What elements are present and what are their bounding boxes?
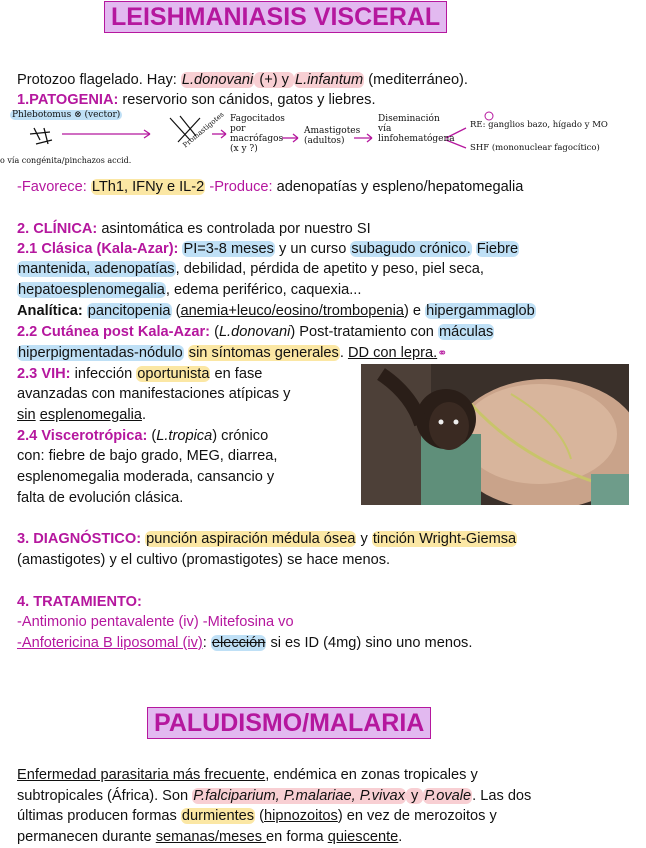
patient-photo <box>361 364 629 505</box>
clinica-heading: 2. CLÍNICA: <box>17 221 98 237</box>
tratamiento-line-1: -Antimonio pentavalente (iv) -Mitefosina vo <box>17 614 294 630</box>
viscero-line-3: esplenomegalia moderada, cansancio y <box>17 469 275 485</box>
diagram-shf: SHF (mononuclear fagocítico) <box>470 143 600 153</box>
leish-title: LEISHMANIASIS VISCERAL <box>104 1 447 33</box>
malaria-title: PALUDISMO/MALARIA <box>147 707 431 739</box>
tratamiento-heading: 4. TRATAMIENTO: <box>17 594 142 610</box>
diagram-congenita-label: o vía congénita/pinchazos accid. <box>0 156 132 165</box>
favorece-line: -Favorece: LTh1, IFNy e IL-2 -Produce: adenopatías y espleno/hepatomegalia <box>17 179 524 195</box>
viscero-line-4: falta de evolución clásica. <box>17 490 184 506</box>
clinica-line: 2. CLÍNICA: asintomática es controlada por nuestro SI <box>17 221 371 237</box>
malaria-line-1: Enfermedad parasitaria más frecuente, endémica en zonas tropicales y <box>17 767 478 783</box>
tratamiento-line-2: -Anfotericina B liposomal (iv): elección si es ID (4mg) sino uno menos. <box>17 635 473 651</box>
species-donovani: L.donovani <box>181 72 254 88</box>
patogenia-heading: 1.PATOGENIA: <box>17 92 119 108</box>
diagram-diseminacion: Diseminación vía linfohematógena <box>378 114 455 144</box>
species-infantum: L.infantum <box>295 72 364 88</box>
patogenia-diagram <box>0 110 646 170</box>
patogenia-line: 1.PATOGENIA: reservorio son cánidos, gatos y liebres. <box>17 92 376 108</box>
vih-line-3: sin esplenomegalia. <box>17 407 147 423</box>
clasica-line-1: 2.1 Clásica (Kala-Azar): PI=3-8 meses y un curso subagudo crónico. Fiebre <box>17 241 519 257</box>
diagram-re: RE: ganglios bazo, hígado y MO <box>470 120 608 130</box>
diagnostico-line-1: 3. DIAGNÓSTICO: punción aspiración médula ósea y tinción Wright-Giemsa <box>17 531 517 547</box>
cutanea-line-2: hiperpigmentadas-nódulo sin síntomas generales. DD con lepra.⚭ <box>18 345 448 361</box>
clasica-line-3: hepatoesplenomegalia, edema periférico, caquexia... <box>18 282 362 298</box>
analitica-line: Analítica: pancitopenia (anemia+leuco/eosino/trombopenia) e hipergammaglob <box>17 303 535 319</box>
diagram-vector-label: Phlebotomus ⊗ (vector) <box>12 110 121 120</box>
malaria-line-3: últimas producen formas durmientes (hipnozoitos) en vez de merozoitos y <box>17 808 497 824</box>
vih-line-2: avanzadas con manifestaciones atípicas y <box>17 386 291 402</box>
intro-line: Protozoo flagelado. Hay: L.donovani (+) y L.infantum (mediterráneo). <box>17 72 468 88</box>
diagnostico-line-2: (amastigotes) y el cultivo (promastigotes) se hace menos. <box>17 552 391 568</box>
malaria-line-4: permanecen durante semanas/meses en forma quiescente. <box>17 829 403 845</box>
diagram-fagocitados: Fagocitados por macrófagos (x y ?) <box>230 114 285 154</box>
patient-photo-illustration <box>361 364 629 505</box>
viscero-line-1: 2.4 Viscerotrópica: (L.tropica) crónico <box>17 428 269 444</box>
malaria-line-2: subtropicales (África). Son P.falciparium, P.malariae, P.vivax y P.ovale. Las dos <box>17 788 532 804</box>
viscero-line-2: con: fiebre de bajo grado, MEG, diarrea, <box>17 448 278 464</box>
favorece-value: LTh1, IFNy e IL-2 <box>91 179 205 195</box>
vih-line-1: 2.3 VIH: infección oportunista en fase <box>17 366 263 382</box>
clasica-line-2: mantenida, adenopatías, debilidad, pérdida de apetito y peso, piel seca, <box>18 261 484 277</box>
cutanea-line-1: 2.2 Cutánea post Kala-Azar: (L.donovani) Post-tratamiento con máculas <box>17 324 494 340</box>
diagram-promastigotes: Promastigotes <box>181 110 226 150</box>
diagram-amastigotes: Amastigotes (adultos) <box>304 126 361 146</box>
